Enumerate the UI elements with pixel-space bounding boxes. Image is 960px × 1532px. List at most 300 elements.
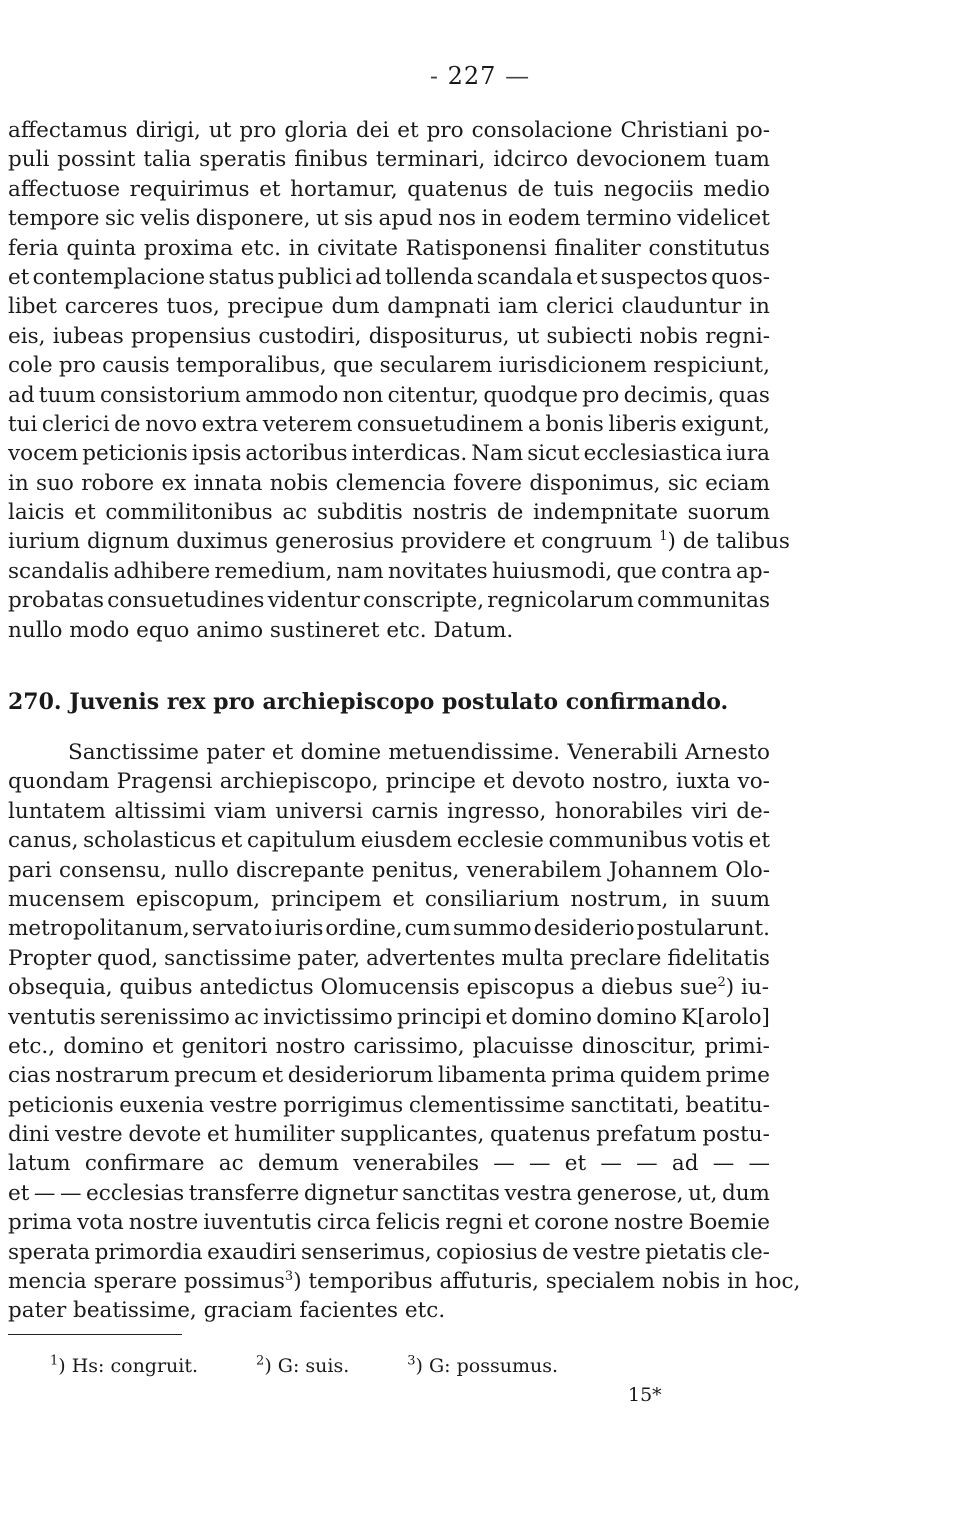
word: affectamus [8, 118, 128, 143]
word: vestre [573, 1239, 641, 1265]
word: tui [8, 411, 38, 437]
text-line [8, 856, 770, 885]
word: consuetudinem [356, 411, 524, 437]
word: nostris [412, 500, 488, 526]
word: iuris [274, 916, 324, 942]
word: pietatis [645, 1239, 727, 1265]
word: apud [378, 206, 433, 232]
text-line [8, 1061, 770, 1090]
word: dum [721, 1180, 770, 1206]
text-line [8, 1238, 770, 1267]
word: eis, [8, 323, 46, 349]
word: K[arolo] [681, 1004, 770, 1030]
word: Sanctissime [68, 740, 200, 765]
word: pro [239, 118, 277, 143]
word: quos- [711, 264, 770, 290]
word: mucensem [8, 886, 125, 912]
footnote-text: ) G: possumus. [415, 1355, 559, 1377]
word: idcirco [493, 147, 569, 173]
word: dum [331, 294, 380, 320]
word: in [8, 470, 29, 496]
word: Boemie [688, 1210, 770, 1236]
word: suum [710, 886, 770, 912]
text-line [8, 738, 770, 767]
word: tuum [38, 382, 96, 408]
text-line [8, 1179, 770, 1208]
text-line [8, 263, 770, 292]
word: generose, [576, 1180, 684, 1206]
word: carceres [64, 294, 159, 320]
word: fovere [453, 470, 522, 496]
word: et [261, 1063, 284, 1089]
footnote-marker: 1 [50, 1353, 59, 1369]
word: in [481, 206, 503, 232]
word: copiosius [436, 1239, 538, 1265]
word: metuendissime. [388, 740, 561, 765]
footnote-text: ) Hs: congruit. [58, 1355, 199, 1377]
word: que [616, 558, 657, 584]
word: et [8, 264, 30, 290]
word: episcopum, [135, 886, 261, 912]
word: supplicantes, [340, 1122, 485, 1148]
word: nostre [128, 1210, 199, 1236]
word: eiusdem [360, 828, 453, 854]
word: dinoscitur, [581, 1033, 697, 1059]
word: ut, [688, 1180, 718, 1206]
word: termino [585, 206, 672, 232]
word: ut [208, 118, 232, 143]
word: clerici [41, 411, 110, 437]
word: ipsis [191, 441, 242, 467]
word: tollenda [385, 264, 474, 290]
word: hortamur, [290, 176, 398, 202]
text-line [8, 145, 770, 174]
word: porrigimus [283, 1092, 404, 1118]
word: canus, [8, 828, 79, 854]
word: contra [661, 558, 732, 584]
word: principe [385, 769, 476, 795]
word: iuventutis [203, 1210, 312, 1236]
footnote-ref: 3 [284, 1268, 294, 1284]
text-line [8, 292, 770, 321]
word: et [220, 828, 243, 854]
word: probatas [8, 588, 105, 614]
footnote-ref: 2 [717, 974, 726, 990]
text-line [8, 116, 770, 145]
text-line [8, 527, 790, 556]
word: et [485, 1004, 507, 1030]
word: Christiani [620, 118, 729, 143]
word: venerabilem [466, 857, 602, 883]
word: Ratisponensi [405, 235, 547, 261]
text-segment [718, 973, 770, 1002]
word: exaudiri [207, 1239, 297, 1265]
word: affectuose [8, 176, 121, 202]
word: custodiri, [258, 323, 362, 349]
text-segment [652, 527, 790, 556]
word: placuisse [472, 1033, 574, 1059]
word: postu- [702, 1122, 770, 1148]
text-line [8, 1003, 770, 1032]
word: ad [671, 1151, 699, 1177]
word: regnicolarum [487, 588, 634, 614]
word: preclare [569, 945, 662, 971]
signature-mark: 15* [628, 1384, 662, 1406]
word: actoribus [245, 441, 348, 467]
word: suspectos [600, 264, 708, 290]
word: de [542, 1239, 569, 1265]
word: ad [8, 382, 35, 408]
word: de [517, 176, 544, 202]
word: dini [8, 1122, 50, 1148]
word: consuetudines [107, 588, 265, 614]
word: et [564, 1151, 587, 1177]
word: devoto [511, 769, 585, 795]
word: tuis [553, 176, 594, 202]
word: invictissimo [263, 1004, 393, 1030]
word: tempore [8, 206, 100, 232]
word: consensu, [58, 857, 168, 883]
word: non [342, 382, 384, 408]
word: penitus, [371, 857, 460, 883]
word: bonis [545, 411, 604, 437]
word: demum [257, 1151, 339, 1177]
word: liberis [608, 411, 677, 437]
word: luntatem [8, 798, 106, 824]
word: clementissime [408, 1092, 565, 1118]
word: communitas [637, 588, 770, 614]
word: principi [396, 1004, 482, 1030]
word: novitates [387, 558, 488, 584]
word: ut [316, 206, 339, 232]
word: quondam [8, 769, 110, 795]
word: contemplacione [32, 264, 206, 290]
word: — [529, 1151, 551, 1177]
text-line [8, 586, 770, 615]
footnote-1 [50, 1355, 198, 1377]
word: — [600, 1151, 622, 1177]
word: disponere, [195, 206, 311, 232]
word: quidem [619, 1063, 702, 1089]
word: honorabiles [554, 798, 683, 824]
word: servato [191, 916, 273, 942]
text-line [8, 914, 770, 943]
word: ingresso, [446, 798, 547, 824]
word: pater [206, 740, 265, 765]
word: sanctitas [402, 1180, 500, 1206]
word: sanctitati, [570, 1092, 680, 1118]
word: nostrarum [55, 1063, 170, 1089]
word: subditis [316, 500, 403, 526]
word: publici [277, 264, 352, 290]
text-line [8, 1120, 770, 1149]
text-line [8, 797, 770, 826]
word: ut [516, 323, 540, 349]
word: iurisdicionem [498, 353, 647, 379]
word: et [8, 1180, 30, 1206]
word: disponimus, [529, 470, 661, 496]
text-segment: iurium dignum duximus generosius providere et congruum [8, 529, 653, 555]
text-line [8, 944, 770, 973]
text-line [8, 351, 770, 380]
word: clemencia [335, 470, 446, 496]
text-line [8, 826, 770, 855]
word: ad [355, 264, 382, 290]
word: temporalibus, [175, 353, 327, 379]
word: archiepiscopo, [219, 769, 379, 795]
paragraph-2 [8, 738, 801, 1326]
word: sicut [527, 441, 580, 467]
word: vestre [55, 1122, 123, 1148]
word: pro [426, 118, 464, 143]
word: peticionis [8, 1092, 114, 1118]
word: et [483, 769, 505, 795]
text-line [8, 175, 770, 204]
word: serenissimo [100, 1004, 230, 1030]
word: quatenus [490, 1122, 591, 1148]
word: domine [300, 740, 382, 765]
word: et [392, 886, 414, 912]
word: adhibere [113, 558, 211, 584]
word: scholasticus [83, 828, 217, 854]
word: et [397, 118, 419, 143]
footnote-marker: 3 [407, 1353, 416, 1369]
word: libamenta [437, 1063, 547, 1089]
word: negociis [603, 176, 694, 202]
word: subiecti [546, 323, 633, 349]
word: desiderio [533, 916, 635, 942]
word: ex [161, 470, 187, 496]
word: Propter [8, 945, 92, 971]
word: devocionem [575, 147, 707, 173]
word: decimis, [623, 382, 715, 408]
word: viam [214, 798, 267, 824]
word: terminari, [375, 147, 486, 173]
word: carnis [371, 798, 439, 824]
word: suorum [687, 500, 770, 526]
word: confirmare [84, 1151, 205, 1177]
word: nullo [174, 857, 229, 883]
word: venerabiles [353, 1151, 480, 1177]
word: sic [667, 470, 698, 496]
word: remedium, [214, 558, 333, 584]
word: quodque [483, 382, 578, 408]
word: secularem [379, 353, 493, 379]
word: finaliter [554, 235, 641, 261]
word: quinta [66, 235, 137, 261]
text-line [8, 410, 770, 439]
word: eodem [507, 206, 581, 232]
word: respiciunt, [653, 353, 770, 379]
word: extra [201, 411, 259, 437]
word: senserimus, [300, 1239, 432, 1265]
word: novo [145, 411, 198, 437]
text-line [8, 973, 770, 1002]
word: pari [8, 857, 52, 883]
word: dampnati [387, 294, 491, 320]
word: et [576, 264, 598, 290]
word: scandalis [8, 558, 110, 584]
text-line [8, 439, 770, 468]
word: civitate [317, 235, 398, 261]
word: pro [58, 353, 96, 379]
word: Johannem [608, 857, 719, 883]
page-header [0, 62, 960, 90]
word: nobis [639, 323, 698, 349]
word: causis [102, 353, 170, 379]
word: iam [498, 294, 539, 320]
text-line: pater beatissime, graciam facientes etc. [8, 1298, 446, 1324]
word: puli [8, 147, 50, 173]
page-number: 227 [447, 62, 497, 90]
word: laicis [8, 500, 65, 526]
word: dignetur [303, 1180, 398, 1206]
word: ecclesiastica [583, 441, 723, 467]
word: de [496, 500, 524, 526]
word: carissimo, [353, 1033, 465, 1059]
word: consistorium [99, 382, 241, 408]
word: videntur [267, 588, 360, 614]
word: corone [534, 1210, 609, 1236]
word: interdicas. [351, 441, 468, 467]
word: et [507, 1210, 530, 1236]
word: nostre [614, 1210, 684, 1236]
word: cias [8, 1063, 51, 1089]
word: suo [36, 470, 74, 496]
text-line [8, 885, 770, 914]
text-segment: ) iu- [725, 975, 769, 1001]
word: veterem [262, 411, 353, 437]
word: sis [344, 206, 373, 232]
word: dispositurus, [368, 323, 510, 349]
word: et [259, 176, 281, 202]
word: precipue [227, 294, 324, 320]
word: circa [316, 1210, 371, 1236]
word: domino [511, 1004, 592, 1030]
word: huiusmodi, [491, 558, 613, 584]
word: Venerabili [567, 740, 678, 765]
text-line [8, 381, 770, 410]
word: et [748, 828, 770, 854]
word: pro [582, 382, 620, 408]
footnote-2 [256, 1355, 349, 1377]
word: in [288, 235, 310, 261]
text-line [8, 1149, 770, 1178]
text-line: nullo modo equo animo sustineret etc. Datum. [8, 617, 514, 643]
footnote-3 [407, 1355, 558, 1377]
word: requirimus [129, 176, 250, 202]
word: cum [404, 916, 451, 942]
word: universi [275, 798, 363, 824]
word: vestra [504, 1180, 573, 1206]
word: vota [77, 1210, 124, 1236]
word: discrepante [236, 857, 365, 883]
word: et [152, 1033, 174, 1059]
word: Arnesto [685, 740, 770, 765]
word: commilitonibus [105, 500, 273, 526]
word: Nam [471, 441, 524, 467]
word: nostrum, [570, 886, 669, 912]
word: nobis [269, 470, 329, 496]
word: altissimi [114, 798, 206, 824]
word: citentur, [387, 382, 479, 408]
word: primi- [704, 1033, 770, 1059]
word: de- [736, 798, 770, 824]
word: et [74, 500, 96, 526]
text-segment: obsequia, quibus antedictus Olomucensis episcopus a diebus sue [8, 975, 718, 1001]
word: capitulum [246, 828, 357, 854]
word: de [114, 411, 141, 437]
word: postularunt. [636, 916, 770, 942]
word: prima [8, 1210, 73, 1236]
word: desideriorum [287, 1063, 434, 1089]
word: in [679, 886, 700, 912]
word: precum [174, 1063, 258, 1089]
word: et [207, 1122, 229, 1148]
word: libet [8, 294, 57, 320]
word: et [271, 740, 294, 765]
word: — [493, 1151, 515, 1177]
word: votis [692, 828, 744, 854]
text-line [8, 1208, 770, 1237]
word: prima [551, 1063, 616, 1089]
word: nostro, [592, 769, 669, 795]
word: robore [81, 470, 155, 496]
word: Pragensi [116, 769, 213, 795]
text-line [8, 498, 770, 527]
word: latum [8, 1151, 71, 1177]
word: multa [501, 945, 564, 971]
word: iuxta [675, 769, 731, 795]
word: quod, [97, 945, 159, 971]
word: videlicet [677, 206, 770, 232]
header-dash: - [429, 62, 448, 90]
footnote-ref: 1 [659, 529, 668, 545]
word: vestre [209, 1092, 278, 1118]
word: ordine, [325, 916, 403, 942]
word: domino [63, 1033, 144, 1059]
word: communibus [548, 828, 688, 854]
text-line [8, 1267, 801, 1296]
text-segment [285, 1267, 800, 1296]
word: scandala [476, 264, 573, 290]
word: ventutis [8, 1004, 96, 1030]
word: etc., [8, 1033, 56, 1059]
word: consiliarium [424, 886, 560, 912]
word: — [748, 1151, 770, 1177]
text-line [8, 322, 770, 351]
word: domino [596, 1004, 677, 1030]
word: po- [736, 118, 770, 143]
word: regni- [705, 323, 770, 349]
word: primordia [94, 1239, 203, 1265]
word: vo- [737, 769, 770, 795]
footnote-marker: 2 [256, 1353, 265, 1369]
text-line [8, 557, 770, 586]
word: indempnitate [533, 500, 678, 526]
word: iubeas [52, 323, 124, 349]
word: nam [336, 558, 384, 584]
footnote-text: ) G: suis. [264, 1355, 350, 1377]
word: tuam [714, 147, 770, 173]
word: — [636, 1151, 658, 1177]
word: tuos, [166, 294, 220, 320]
word: Olo- [725, 857, 770, 883]
word: sperata [8, 1239, 91, 1265]
text-line [8, 1032, 770, 1061]
text-line [8, 1091, 770, 1120]
word: gloria [284, 118, 348, 143]
